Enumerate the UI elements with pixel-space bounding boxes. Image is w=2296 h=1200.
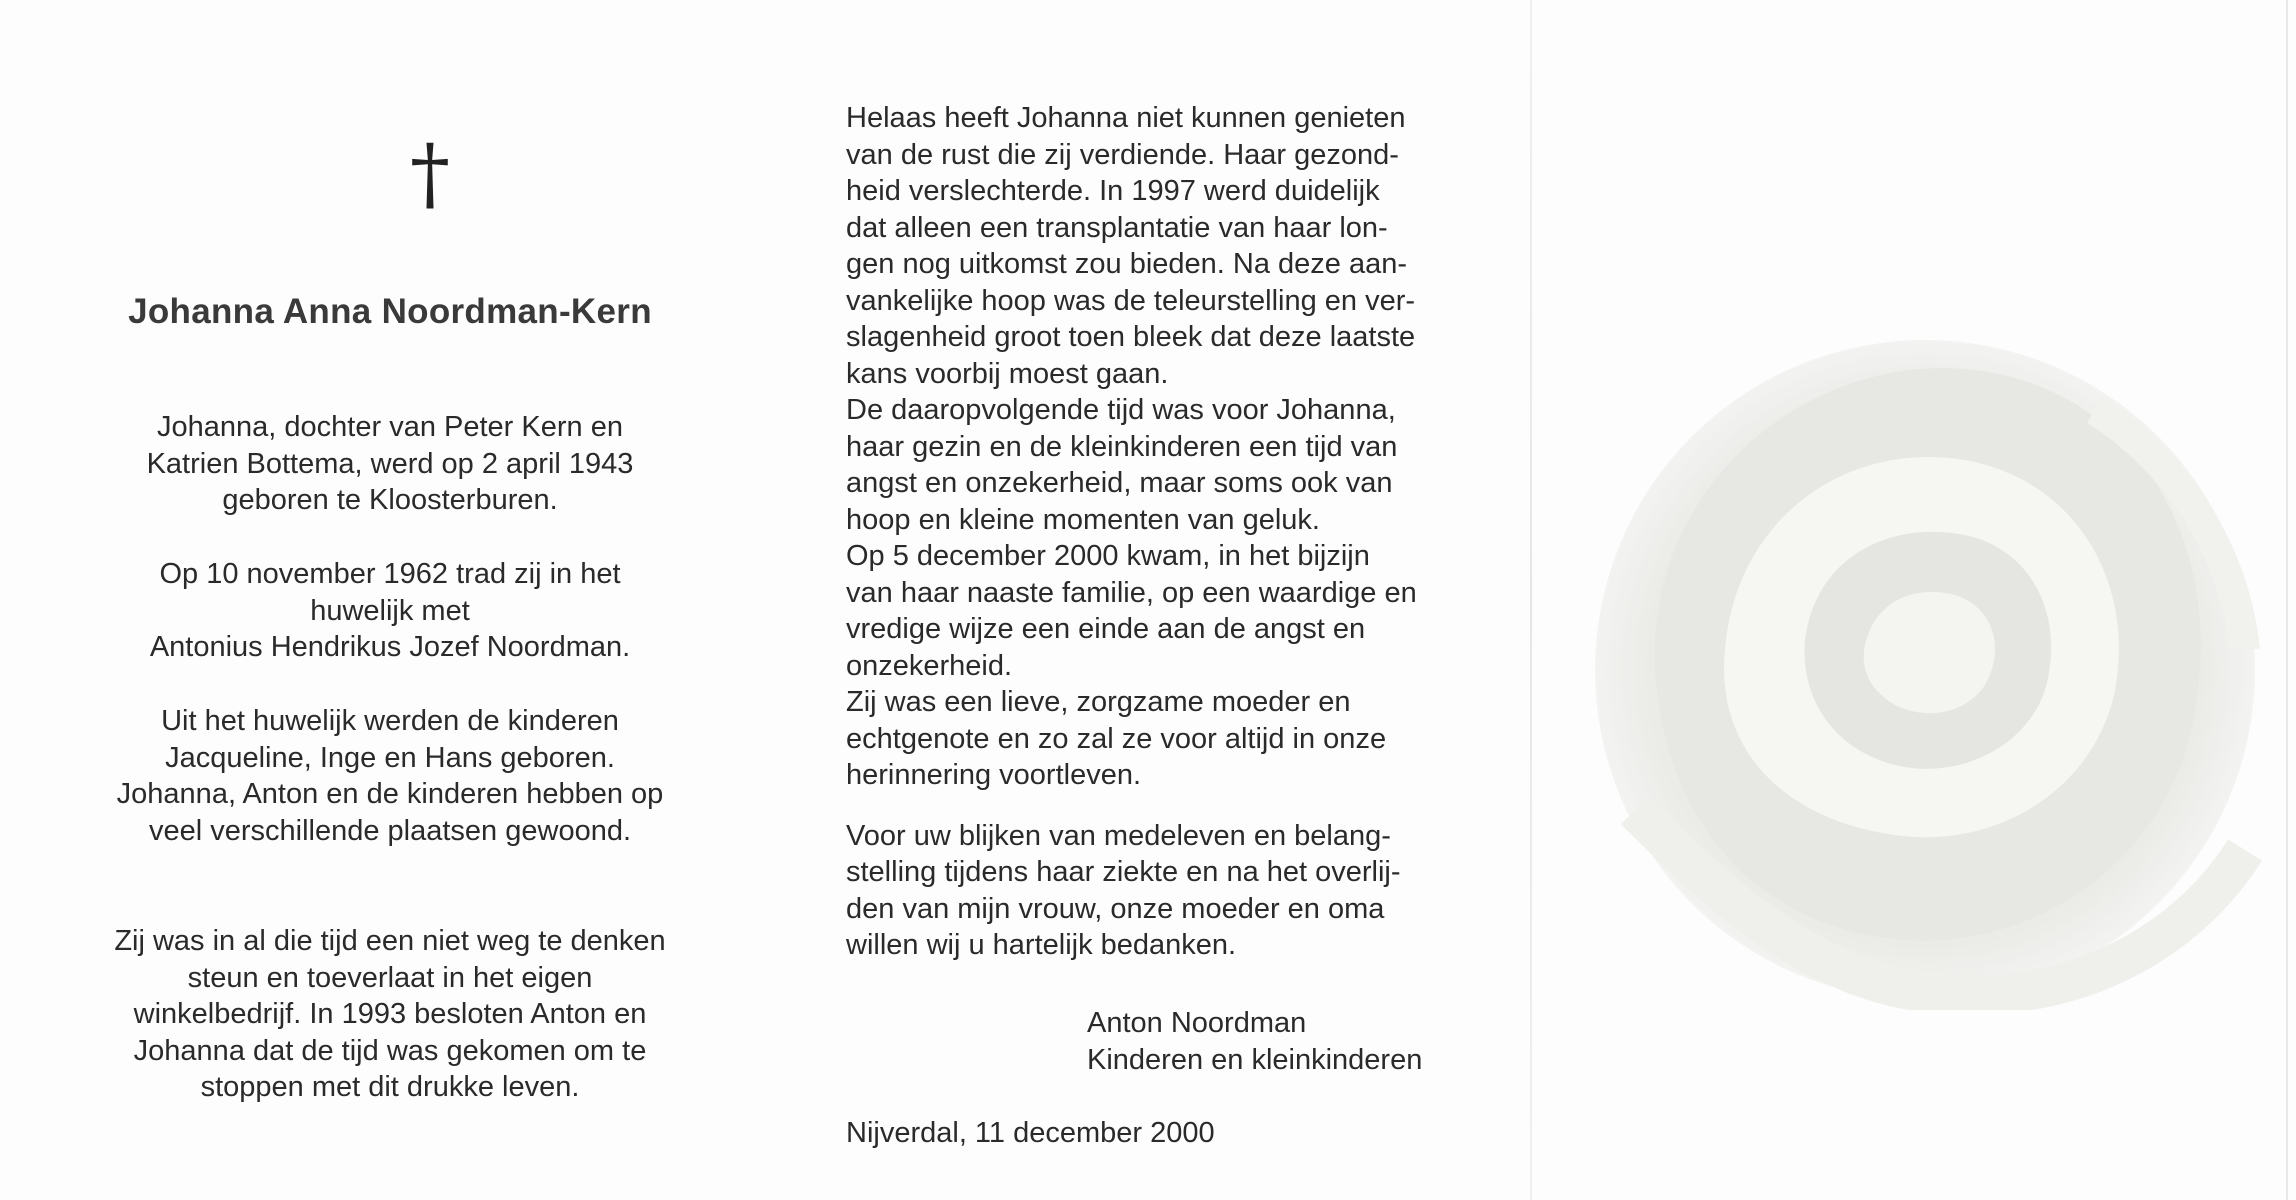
story-line: angst en onzekerheid, maar soms ook van (846, 467, 1393, 499)
story-line: willen wij u hartelijk bedanken. (846, 929, 1237, 961)
story-line: dat alleen een transplantatie van haar lon- (846, 211, 1388, 244)
bio-paragraph-marriage (70, 556, 710, 666)
bio-paragraph-birth (70, 409, 710, 519)
signature-block (1087, 1005, 1422, 1078)
bio-line: winkelbedrijf. In 1993 besloten Anton en (133, 998, 647, 1030)
story-line: herinnering voortleven. (846, 759, 1142, 791)
story-line: stelling tijdens haar ziekte en na het overlij- (846, 856, 1401, 888)
bio-paragraph-business (70, 923, 710, 1106)
cross-icon: † (410, 127, 450, 220)
bio-line: Katrien Bottema, werd op 2 april 1943 (146, 447, 634, 480)
story-line: Helaas heeft Johanna niet kunnen genieten (846, 102, 1406, 134)
deceased-name: Johanna Anna Noordman-Kern (128, 292, 652, 331)
story-line: haar gezin en de kleinkinderen een tijd van (846, 430, 1398, 463)
story-line: gen nog uitkomst zou bieden. Na deze aan- (846, 248, 1408, 280)
bio-line: Johanna dat de tijd was gekomen om te (133, 1034, 647, 1067)
bio-line: Op 10 november 1962 trad zij in het (159, 558, 621, 590)
bio-line: huwelijk met (310, 594, 470, 627)
story-line: van haar naaste familie, op een waardige en (846, 576, 1417, 609)
bio-line: geboren te Kloosterburen. (222, 484, 558, 516)
bio-line: stoppen met dit drukke leven. (200, 1071, 580, 1103)
bio-paragraph-children (70, 703, 710, 849)
bio-line: steun en toeverlaat in het eigen (187, 961, 593, 994)
bio-line: Zij was in al die tijd een niet weg te denken (114, 925, 666, 957)
bio-line: Jacqueline, Inge en Hans geboren. (165, 741, 615, 774)
bio-line: Johanna, Anton en de kinderen hebben op (116, 778, 664, 810)
signature-name: Anton Noordman (1087, 1007, 1307, 1039)
story-line: De daaropvolgende tijd was voor Johanna, (846, 394, 1396, 426)
story-panel (846, 100, 1450, 964)
story-line: van de rust die zij verdiende. Haar gezond- (846, 138, 1399, 171)
story-line: Op 5 december 2000 kwam, in het bijzijn (846, 540, 1370, 572)
story-line: slagenheid groot toen bleek dat deze laatste (846, 321, 1416, 353)
signature-family: Kinderen en kleinkinderen (1087, 1043, 1423, 1076)
rose-watermark-icon (1575, 290, 2265, 1010)
story-line: den van mijn vrouw, onze moeder en oma (846, 892, 1385, 925)
fold-line (1530, 0, 1532, 1200)
story-line: vredige wijze een einde aan de angst en (846, 613, 1366, 645)
story-line: heid verslechterde. In 1997 werd duidelijk (846, 175, 1380, 207)
card-edge (2286, 0, 2288, 1200)
bio-line: Uit het huwelijk werden de kinderen (161, 705, 619, 737)
left-panel (70, 0, 710, 1200)
story-line: echtgenote en zo zal ze voor altijd in onze (846, 722, 1387, 755)
bio-line: veel verschillende plaatsen gewoond. (148, 814, 632, 847)
place-date: Nijverdal, 11 december 2000 (846, 1117, 1215, 1149)
story-line: kans voorbij moest gaan. (846, 357, 1169, 390)
story-line: vankelijke hoop was de teleurstelling en ver- (846, 284, 1416, 317)
story-line: onzekerheid. (846, 649, 1013, 682)
story-line: hoop en kleine momenten van geluk. (846, 503, 1320, 536)
story-line: Zij was een lieve, zorgzame moeder en (846, 686, 1351, 718)
bio-line: Antonius Hendrikus Jozef Noordman. (149, 631, 631, 663)
bio-line: Johanna, dochter van Peter Kern en (157, 411, 623, 443)
story-line: Voor uw blijken van medeleven en belang- (846, 819, 1391, 852)
